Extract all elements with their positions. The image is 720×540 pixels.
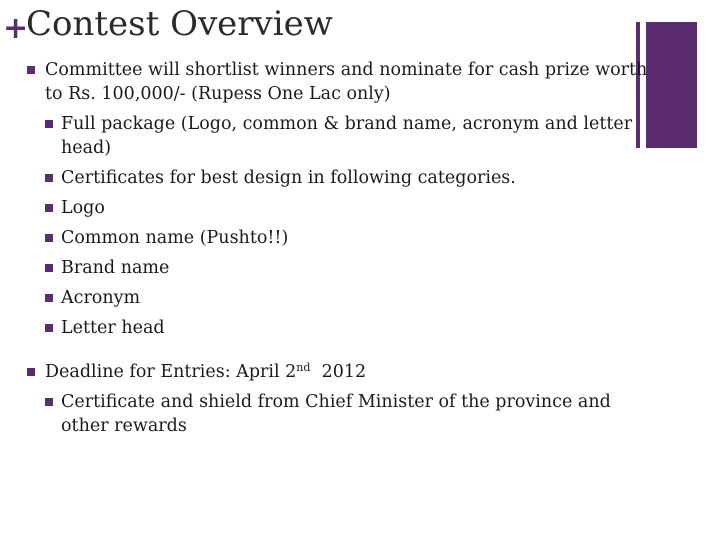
sub-item-text-line: Full package (Logo, common & brand name, acronym and letter [61, 114, 633, 134]
deadline-year: 2012 [321, 362, 367, 382]
deadline-superscript: nd [296, 361, 311, 374]
sub-item-text-line: Common name (Pushto!!) [61, 228, 289, 248]
slide-title: Contest Overview [26, 4, 333, 44]
item-text-line: Committee will shortlist winners and nominate for cash prize worth [45, 60, 648, 80]
sub-item-text-line: Certificate and shield from Chief Minister of the province and [61, 392, 611, 412]
sub-item-text-line: other rewards [61, 416, 187, 436]
square-bullet-icon [45, 204, 53, 212]
square-bullet-icon [45, 398, 53, 406]
square-bullet-icon [45, 294, 53, 302]
sub-item-text-line: Logo [61, 198, 105, 218]
accent-bar-thick [646, 22, 697, 148]
square-bullet-icon [45, 234, 53, 242]
square-bullet-icon [45, 174, 53, 182]
sub-item-text-line: Brand name [61, 258, 170, 278]
square-bullet-icon [45, 120, 53, 128]
square-bullet-icon [27, 66, 35, 74]
sub-item-text-line: head) [61, 138, 112, 158]
square-bullet-icon [45, 264, 53, 272]
sub-item-text-line: Letter head [61, 318, 165, 338]
square-bullet-icon [27, 368, 35, 376]
square-bullet-icon [45, 324, 53, 332]
item-text-line: to Rs. 100,000/- (Rupess One Lac only) [45, 84, 391, 104]
sub-item-text-line: Acronym [61, 288, 141, 308]
deadline-text [45, 360, 366, 384]
deadline-prefix: Deadline for Entries: April 2 [45, 362, 297, 382]
accent-bar-thin [636, 22, 640, 148]
plus-icon: + [3, 11, 29, 46]
sub-item-text-line: Certificates for best design in following categories. [61, 168, 516, 188]
